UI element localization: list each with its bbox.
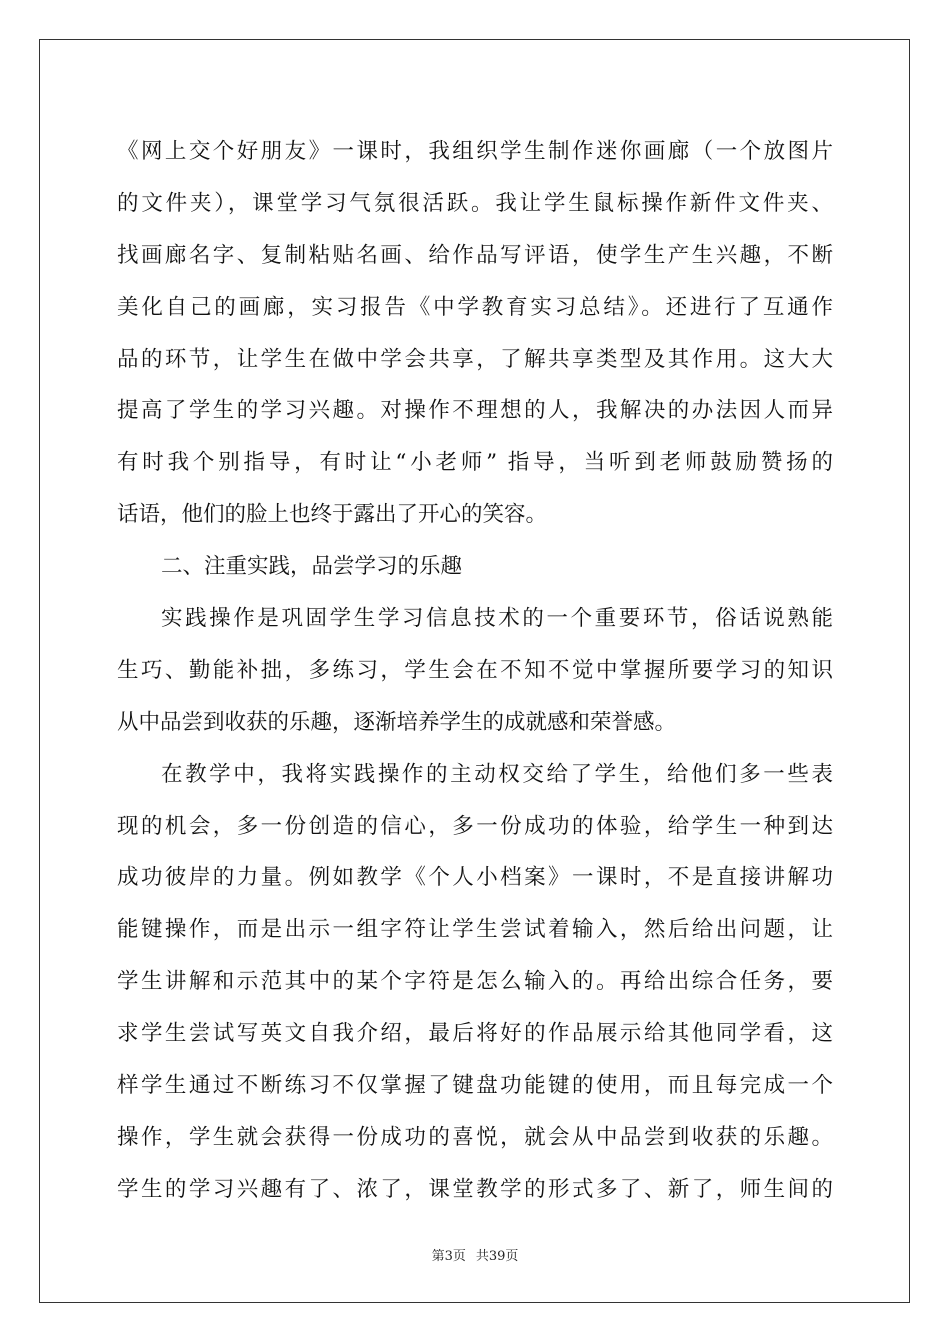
text-line: 成功彼岸的力量。例如教学《个人小档案》一课时，不是直接讲解功 xyxy=(117,865,833,891)
text-line: 学生的学习兴趣有了、浓了，课堂教学的形式多了、新了，师生间的 xyxy=(117,1176,833,1202)
text-line: 有时我个别指导，有时让“小老师” 指导，当听到老师鼓励赞扬的 xyxy=(117,450,833,476)
text-line: 现的机会，多一份创造的信心，多一份成功的体验，给学生一种到达 xyxy=(117,813,833,839)
text-line: 生巧、勤能补拙，多练习，学生会在不知不觉中掌握所要学习的知识 xyxy=(117,657,833,683)
text-line: 品的环节，让学生在做中学会共享，了解共享类型及其作用。这大大 xyxy=(117,346,833,372)
text-line: 能键操作，而是出示一组字符让学生尝试着输入，然后给出问题，让 xyxy=(117,917,833,943)
page-total: 共39页 xyxy=(475,1249,519,1264)
text-line: 操作，学生就会获得一份成功的喜悦，就会从中品尝到收获的乐趣。 xyxy=(117,1124,833,1150)
text-line: 在教学中，我将实践操作的主动权交给了学生，给他们多一些表 xyxy=(161,761,833,787)
text-line: 学生讲解和示范其中的某个字符是怎么输入的。再给出综合任务，要 xyxy=(117,969,833,995)
section-heading: 二、注重实践，品尝学习的乐趣 xyxy=(161,554,463,580)
text-line: 从中品尝到收获的乐趣，逐渐培养学生的成就感和荣誉感。 xyxy=(117,709,677,735)
document-body xyxy=(117,126,833,1216)
text-line: 《网上交个好朋友》一课时，我组织学生制作迷你画廊（一个放图片 xyxy=(117,139,833,164)
text-line: 实践操作是巩固学生学习信息技术的一个重要环节，俗话说熟能 xyxy=(161,606,833,632)
page-footer xyxy=(0,1245,950,1264)
page-number: 第3页 xyxy=(431,1249,466,1264)
text-line: 找画廊名字、复制粘贴名画、给作品写评语，使学生产生兴趣，不断 xyxy=(117,242,833,268)
text-line: 话语，他们的脸上也终于露出了开心的笑容。 xyxy=(117,502,548,528)
text-line: 美化自己的画廊，实习报告《中学教育实习总结》。还进行了互通作 xyxy=(117,294,833,320)
text-line: 求学生尝试写英文自我介绍，最后将好的作品展示给其他同学看，这 xyxy=(117,1021,833,1047)
text-line: 样学生通过不断练习不仅掌握了键盘功能键的使用，而且每完成一个 xyxy=(117,1073,833,1099)
text-line: 提高了学生的学习兴趣。对操作不理想的人，我解决的办法因人而异 xyxy=(117,398,833,424)
text-line: 的文件夹），课堂学习气氛很活跃。我让学生鼠标操作新件文件夹、 xyxy=(117,190,833,216)
